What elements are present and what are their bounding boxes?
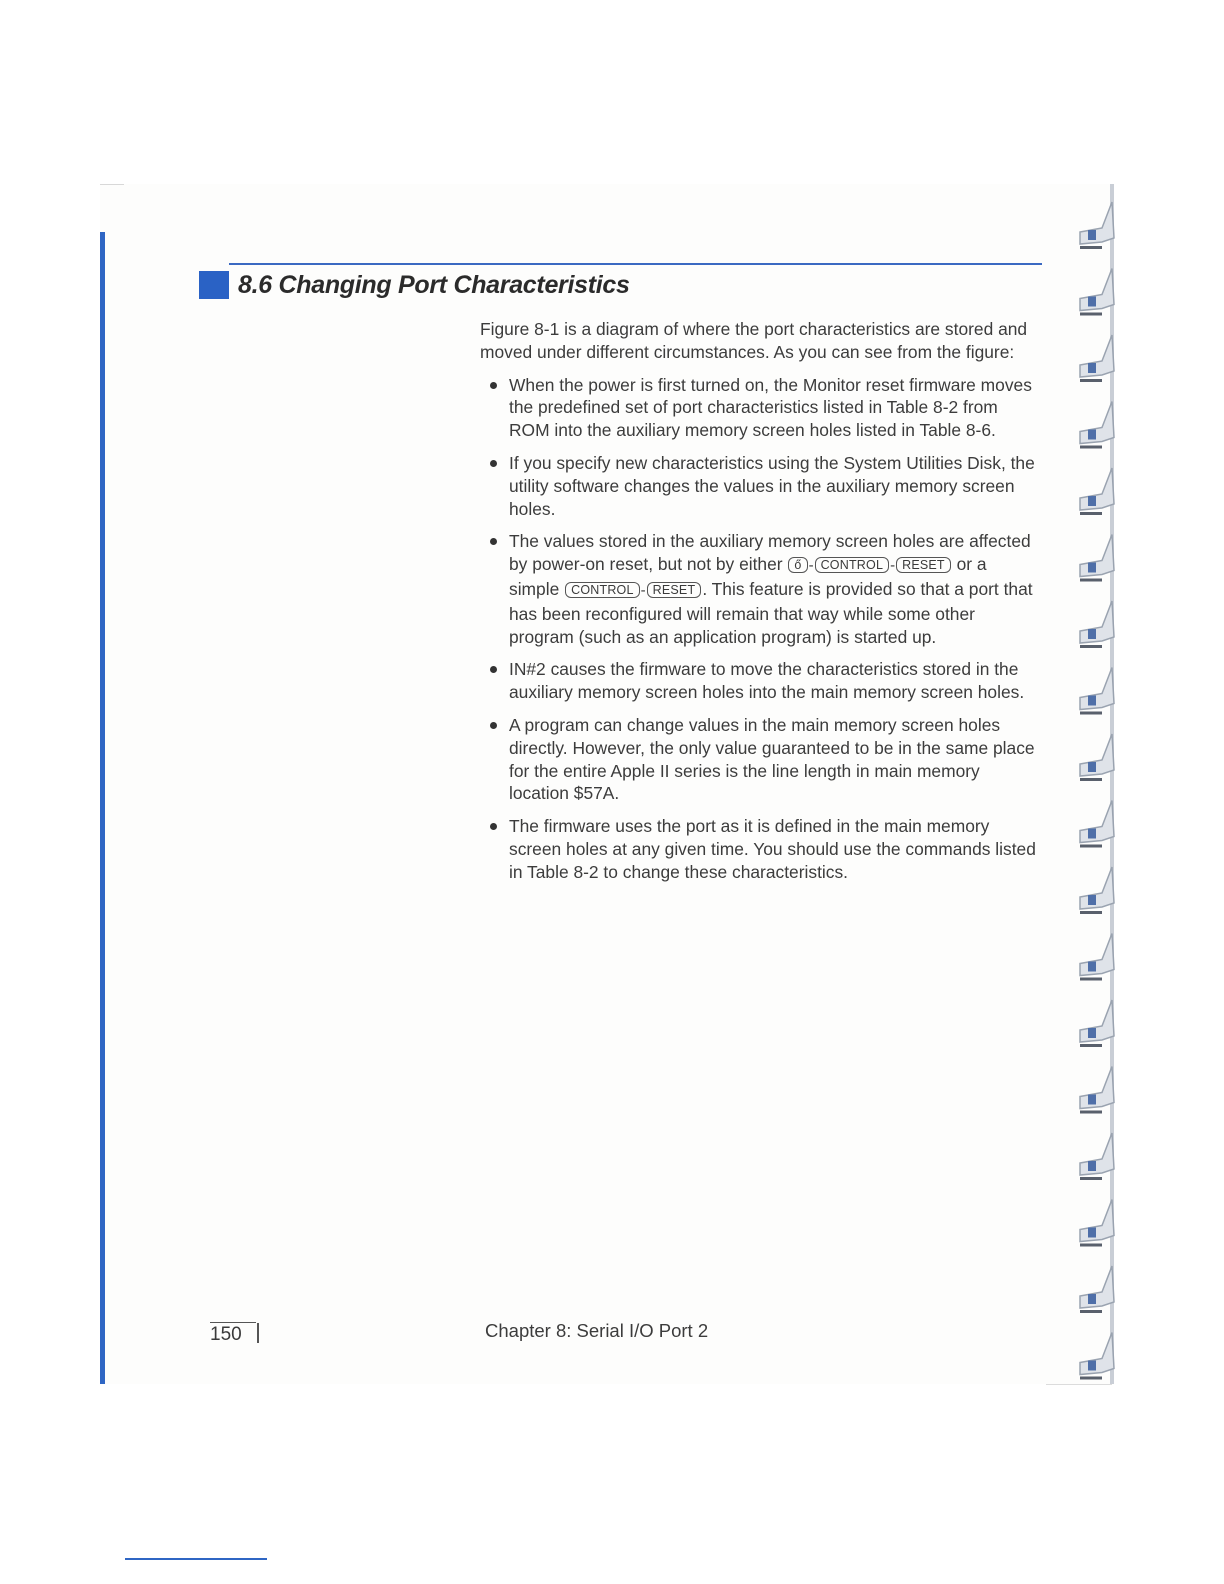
bullet-text: The firmware uses the port as it is defined in the main memory screen holes at any given time. You should use the commands listed in Table 8-2 to change these characteristics. <box>509 816 1036 882</box>
bullet-list <box>480 374 1040 884</box>
bullet-text: When the power is first turned on, the Monitor reset firmware moves the predefined set of port characteristics listed in Table 8-2 from ROM into the auxiliary memory screen holes listed in Table 8-6. <box>509 374 1032 441</box>
body-text <box>480 318 1040 894</box>
binding-coil <box>1080 601 1114 648</box>
binding-coil <box>1080 1000 1114 1047</box>
bullet-text: The values stored in the auxiliary memory screen holes are affected by power-on reset, but not by either <box>509 531 1031 575</box>
binding-coil <box>1080 1333 1114 1380</box>
chapter-footer: Chapter 8: Serial I/O Port 2 <box>485 1320 709 1341</box>
list-item <box>480 815 1040 883</box>
section-title: 8.6 Changing Port Characteristics <box>238 271 630 299</box>
bullet-text: A program can change values in the main memory screen holes directly. However, the only value guaranteed to be in the same place for the entire Apple II series is the line length in main memory location $57A. <box>509 714 1035 804</box>
bullet-icon <box>490 722 497 729</box>
bullet-icon <box>490 538 497 545</box>
open-apple-key-icon: ő <box>788 557 807 573</box>
binding-coil <box>1080 402 1114 449</box>
binding-coil <box>1080 269 1114 316</box>
page-left-edge <box>100 232 105 1384</box>
key-joiner: - <box>640 581 646 599</box>
page-number-bar <box>257 1323 259 1343</box>
spiral-binding-icon <box>1072 184 1116 1384</box>
bottom-rule <box>125 1558 267 1560</box>
binding-coil <box>1080 535 1114 582</box>
control-key: CONTROL <box>815 557 890 573</box>
page-top-edge <box>100 184 124 185</box>
bullet-icon <box>490 460 497 467</box>
binding-coil <box>1080 801 1114 848</box>
bullet-icon <box>490 823 497 830</box>
section-rule <box>229 263 1042 265</box>
binding-coil <box>1080 934 1114 981</box>
binding-coil <box>1080 468 1114 515</box>
intro-paragraph: Figure 8-1 is a diagram of where the port characteristics are stored and moved under different circumstances. As you can see from the figure: <box>480 319 1028 362</box>
binding-coil <box>1080 734 1114 781</box>
binding-coil <box>1080 1266 1114 1313</box>
page-bottom-edge <box>1046 1384 1112 1385</box>
list-item <box>480 530 1040 648</box>
list-item <box>480 714 1040 805</box>
binding-coil <box>1080 1133 1114 1180</box>
binding-coil <box>1080 668 1114 715</box>
key-joiner: - <box>808 557 814 575</box>
key-joiner: - <box>890 557 896 575</box>
section-marker-square <box>199 271 229 299</box>
reset-key: RESET <box>896 557 951 573</box>
binding-coil <box>1080 1200 1114 1247</box>
bullet-text: If you specify new characteristics using the System Utilities Disk, the utility software changes the values in the auxiliary memory screen holes. <box>509 452 1035 519</box>
bullet-icon <box>490 382 497 389</box>
page-number: 150 <box>210 1322 256 1346</box>
spiral-binding-graphic <box>1072 184 1116 1384</box>
binding-coil <box>1080 1067 1114 1114</box>
binding-coil <box>1080 867 1114 914</box>
bullet-icon <box>490 666 497 673</box>
binding-coil <box>1080 202 1114 249</box>
bullet-text-after: . This feature is provided so that a port that has been reconfigured will remain that way while some other program (such as an application program) is started up. <box>509 578 1033 647</box>
bullet-text: IN#2 causes the firmware to move the characteristics stored in the auxiliary memory screen holes into the main memory screen holes. <box>509 659 1025 703</box>
list-item <box>480 658 1040 704</box>
list-item <box>480 374 1040 442</box>
list-item <box>480 452 1040 520</box>
reset-key: RESET <box>647 582 702 598</box>
bullet-text-middle: or a simple <box>509 554 987 599</box>
control-key: CONTROL <box>565 582 640 598</box>
binding-coil <box>1080 335 1114 382</box>
